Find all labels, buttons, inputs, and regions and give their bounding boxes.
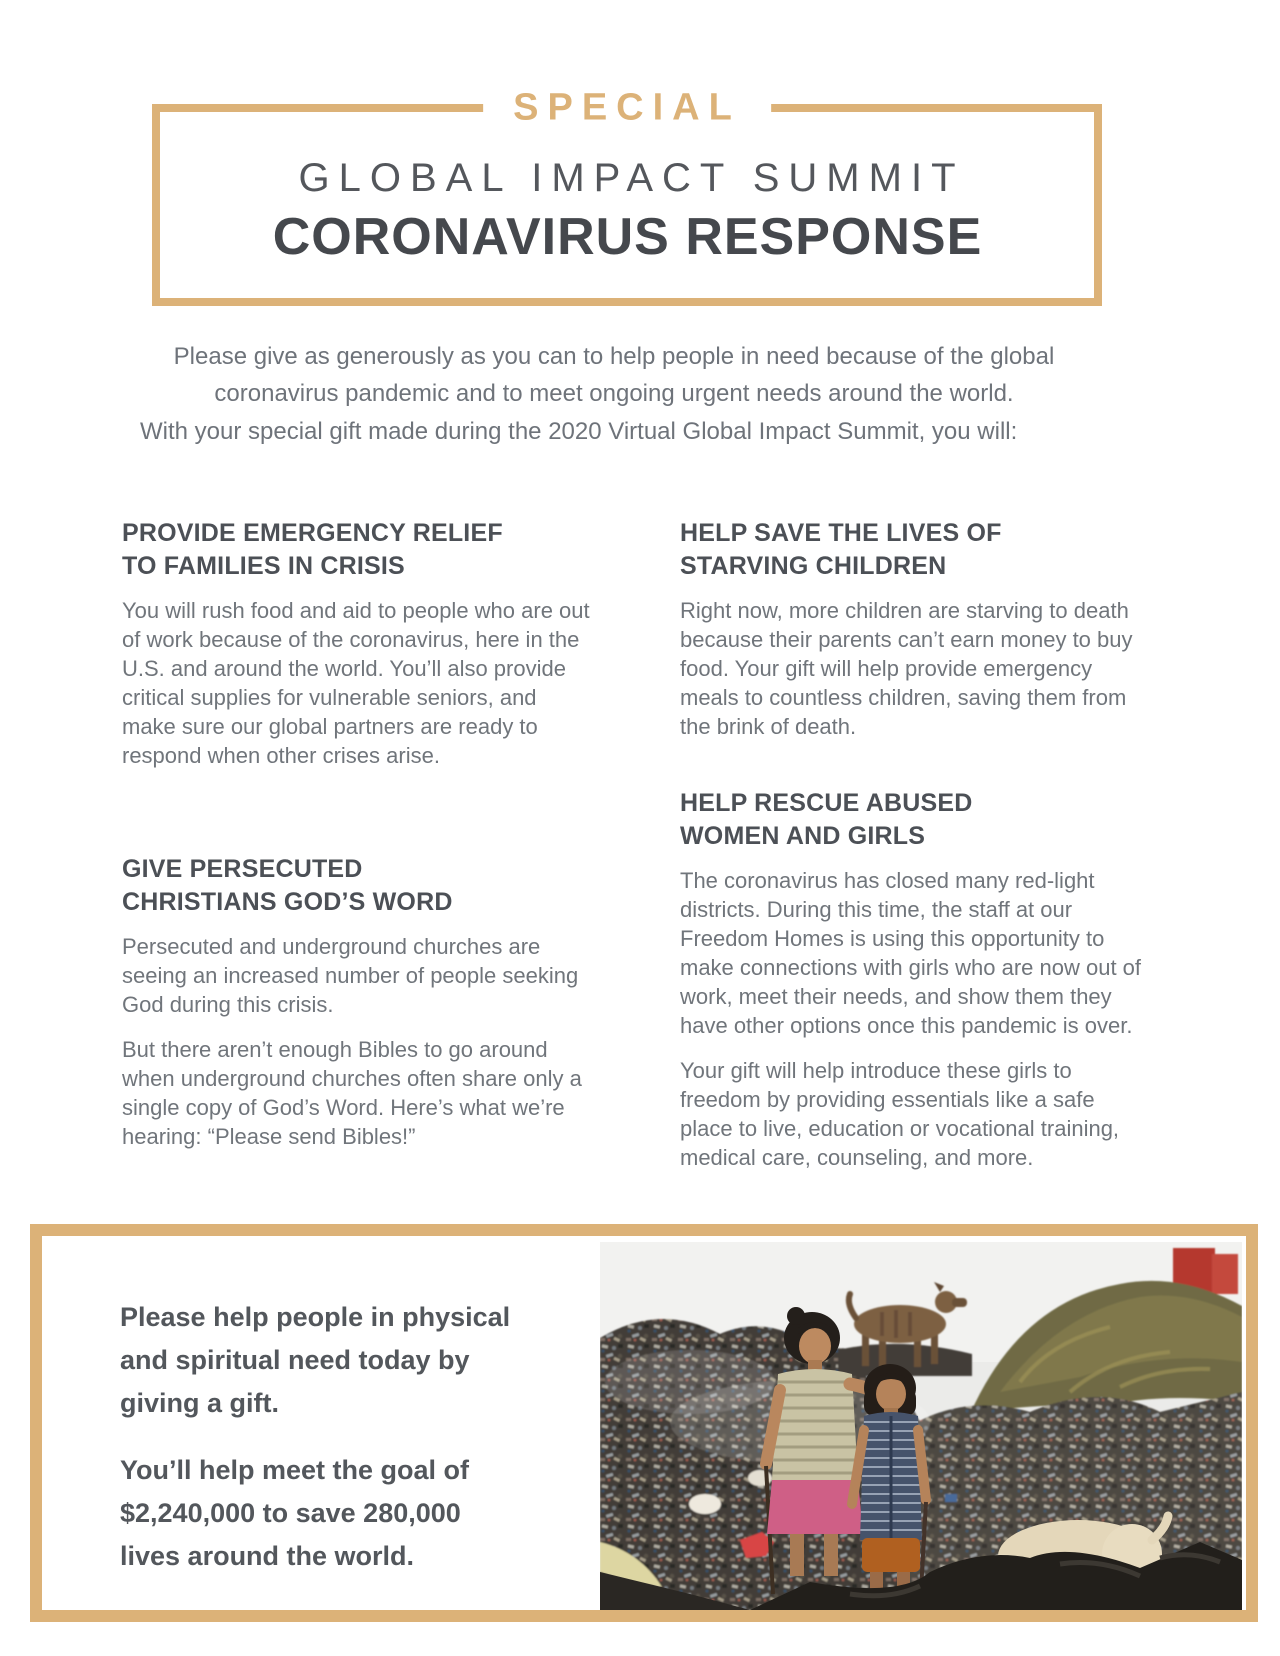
- section-paragraph: But there aren’t enough Bibles to go around when underground churches often share only a single copy of God’s Word. Here’s what we’re hearing: “Please send Bibles!”: [122, 1037, 582, 1149]
- section-heading: [680, 517, 1150, 583]
- heading-line-1: HELP SAVE THE LIVES OF: [680, 519, 1002, 547]
- section-paragraph: Persecuted and underground churches are seeing an increased number of people seeking God during this crisis.: [122, 934, 579, 1017]
- intro-line-1: Please give as generously as you can to help people in need because of the global: [173, 343, 1055, 370]
- footer-p1-line2: and spiritual need today by: [120, 1345, 470, 1375]
- page-subtitle: CORONAVIRUS RESPONSE: [272, 208, 983, 266]
- section-paragraph: Right now, more children are starving to death because their parents can’t earn money to buy food. Your gift will help provide emergency meals to countless children, saving them from the brink of death.: [680, 598, 1133, 739]
- footer-p2-line3: lives around the world.: [120, 1541, 415, 1571]
- section-paragraph: You will rush food and aid to people who are out of work because of the coronavirus, here in the U.S. and around the world. You’ll also provide critical supplies for vulnerable seniors, and make sure our global partners are ready to respond when other crises arise.: [122, 598, 590, 768]
- heading-line-1: HELP RESCUE ABUSED: [680, 789, 973, 817]
- header-box: [152, 86, 1102, 306]
- footer-paragraph-1: [120, 1296, 510, 1425]
- heading-line-2: STARVING CHILDREN: [680, 552, 947, 580]
- section-paragraph: The coronavirus has closed many red-light districts. During this time, the staff at our Freedom Homes is using this opportunity to make connections with girls who are now out of work, meet their needs, and show them they have other options once this pandemic is over.: [680, 868, 1142, 1038]
- lead-in-line: With your special gift made during the 2020 Virtual Global Impact Summit, you will:: [140, 418, 1018, 445]
- page-title: GLOBAL IMPACT SUMMIT: [298, 156, 965, 200]
- section-heading: [680, 787, 1150, 853]
- footer-p1-line3: giving a gift.: [120, 1388, 279, 1418]
- section-women-girls: [680, 787, 1150, 1172]
- section-heading: [122, 853, 590, 919]
- section-paragraph: Your gift will help introduce these girls to freedom by providing essentials like a safe place to live, education or vocational training, medical care, counseling, and more.: [680, 1058, 1120, 1170]
- intro-line-2: coronavirus pandemic and to meet ongoing urgent needs around the world.: [214, 380, 1014, 407]
- section-emergency-relief: [122, 517, 590, 770]
- intro-paragraph: [0, 338, 1228, 412]
- section-gods-word: [122, 853, 590, 1151]
- special-badge: SPECIAL: [483, 87, 771, 130]
- footer-p1-line1: Please help people in physical: [120, 1302, 511, 1332]
- footer-p2-line1: You’ll help meet the goal of: [120, 1455, 470, 1485]
- heading-line-1: GIVE PERSECUTED: [122, 855, 363, 883]
- heading-line-1: PROVIDE EMERGENCY RELIEF: [122, 519, 503, 547]
- heading-line-2: TO FAMILIES IN CRISIS: [122, 552, 405, 580]
- children-garbage-dump-photo: [600, 1242, 1242, 1610]
- footer-paragraph-2: [120, 1449, 510, 1578]
- footer-p2-line2: $2,240,000 to save 280,000: [120, 1498, 461, 1528]
- section-heading: [122, 517, 590, 583]
- heading-line-2: WOMEN AND GIRLS: [680, 822, 926, 850]
- heading-line-2: CHRISTIANS GOD’S WORD: [122, 888, 453, 916]
- section-starving-children: [680, 517, 1150, 741]
- footer-appeal-text: [120, 1296, 510, 1578]
